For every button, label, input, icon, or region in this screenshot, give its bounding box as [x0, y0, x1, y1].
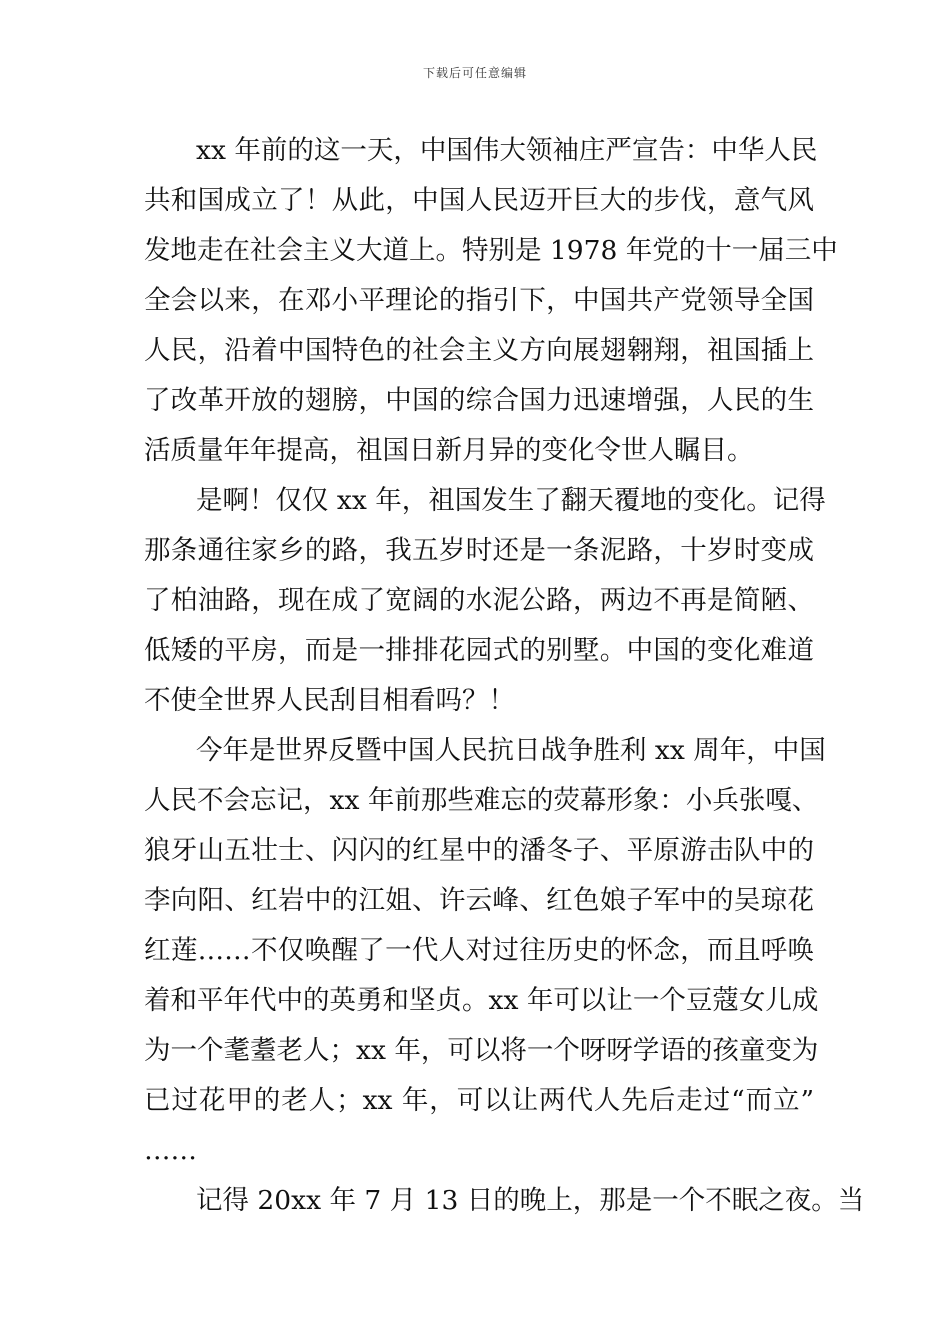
text-line: 为一个耄耋老人；xx 年，可以将一个呀呀学语的孩童变为 — [144, 1035, 819, 1066]
text-line: 今年是世界反暨中国人民抗日战争胜利 xx 周年，中国 — [196, 735, 826, 766]
text-line: xx 年前的这一天，中国伟大领袖庄严宣告：中华人民 — [196, 135, 818, 166]
text-line: 是啊！仅仅 xx 年，祖国发生了翻天覆地的变化。记得 — [196, 485, 826, 516]
text-line: 人民不会忘记，xx 年前那些难忘的荧幕形象：小兵张嘎、 — [144, 785, 819, 816]
text-line: 发地走在社会主义大道上。特别是 1978 年党的十一届三中 — [144, 235, 838, 266]
text-line: 狼牙山五壮士、闪闪的红星中的潘冬子、平原游击队中的 — [144, 835, 814, 866]
text-line: 已过花甲的老人；xx 年，可以让两代人先后走过“而立” — [144, 1085, 814, 1116]
text-line: 了改革开放的翅膀，中国的综合国力迅速增强，人民的生 — [144, 385, 814, 416]
text-line: 人民，沿着中国特色的社会主义方向展翅翱翔，祖国插上 — [144, 335, 814, 366]
page-header: 下载后可任意编辑 — [422, 66, 527, 80]
text-line: 那条通往家乡的路，我五岁时还是一条泥路，十岁时变成 — [144, 535, 814, 566]
text-line: 了柏油路，现在成了宽阔的水泥公路，两边不再是简陋、 — [144, 585, 814, 616]
text-line: 活质量年年提高，祖国日新月异的变化令世人瞩目。 — [144, 435, 754, 466]
text-line: 着和平年代中的英勇和坚贞。xx 年可以让一个豆蔻女儿成 — [144, 985, 819, 1016]
text-line: …… — [144, 1135, 197, 1166]
text-line: 记得 20xx 年 7 月 13 日的晚上，那是一个不眠之夜。当 — [196, 1185, 865, 1216]
text-line: 共和国成立了！从此，中国人民迈开巨大的步伐，意气风 — [144, 185, 814, 216]
text-line: 李向阳、红岩中的江姐、许云峰、红色娘子军中的吴琼花 — [144, 885, 814, 916]
text-line: 红莲……不仅唤醒了一代人对过往历史的怀念，而且呼唤 — [144, 935, 814, 966]
text-line: 低矮的平房，而是一排排花园式的别墅。中国的变化难道 — [144, 635, 814, 666]
text-line: 不使全世界人民刮目相看吗？！ — [144, 685, 515, 716]
text-line: 全会以来，在邓小平理论的指引下，中国共产党领导全国 — [144, 285, 814, 316]
